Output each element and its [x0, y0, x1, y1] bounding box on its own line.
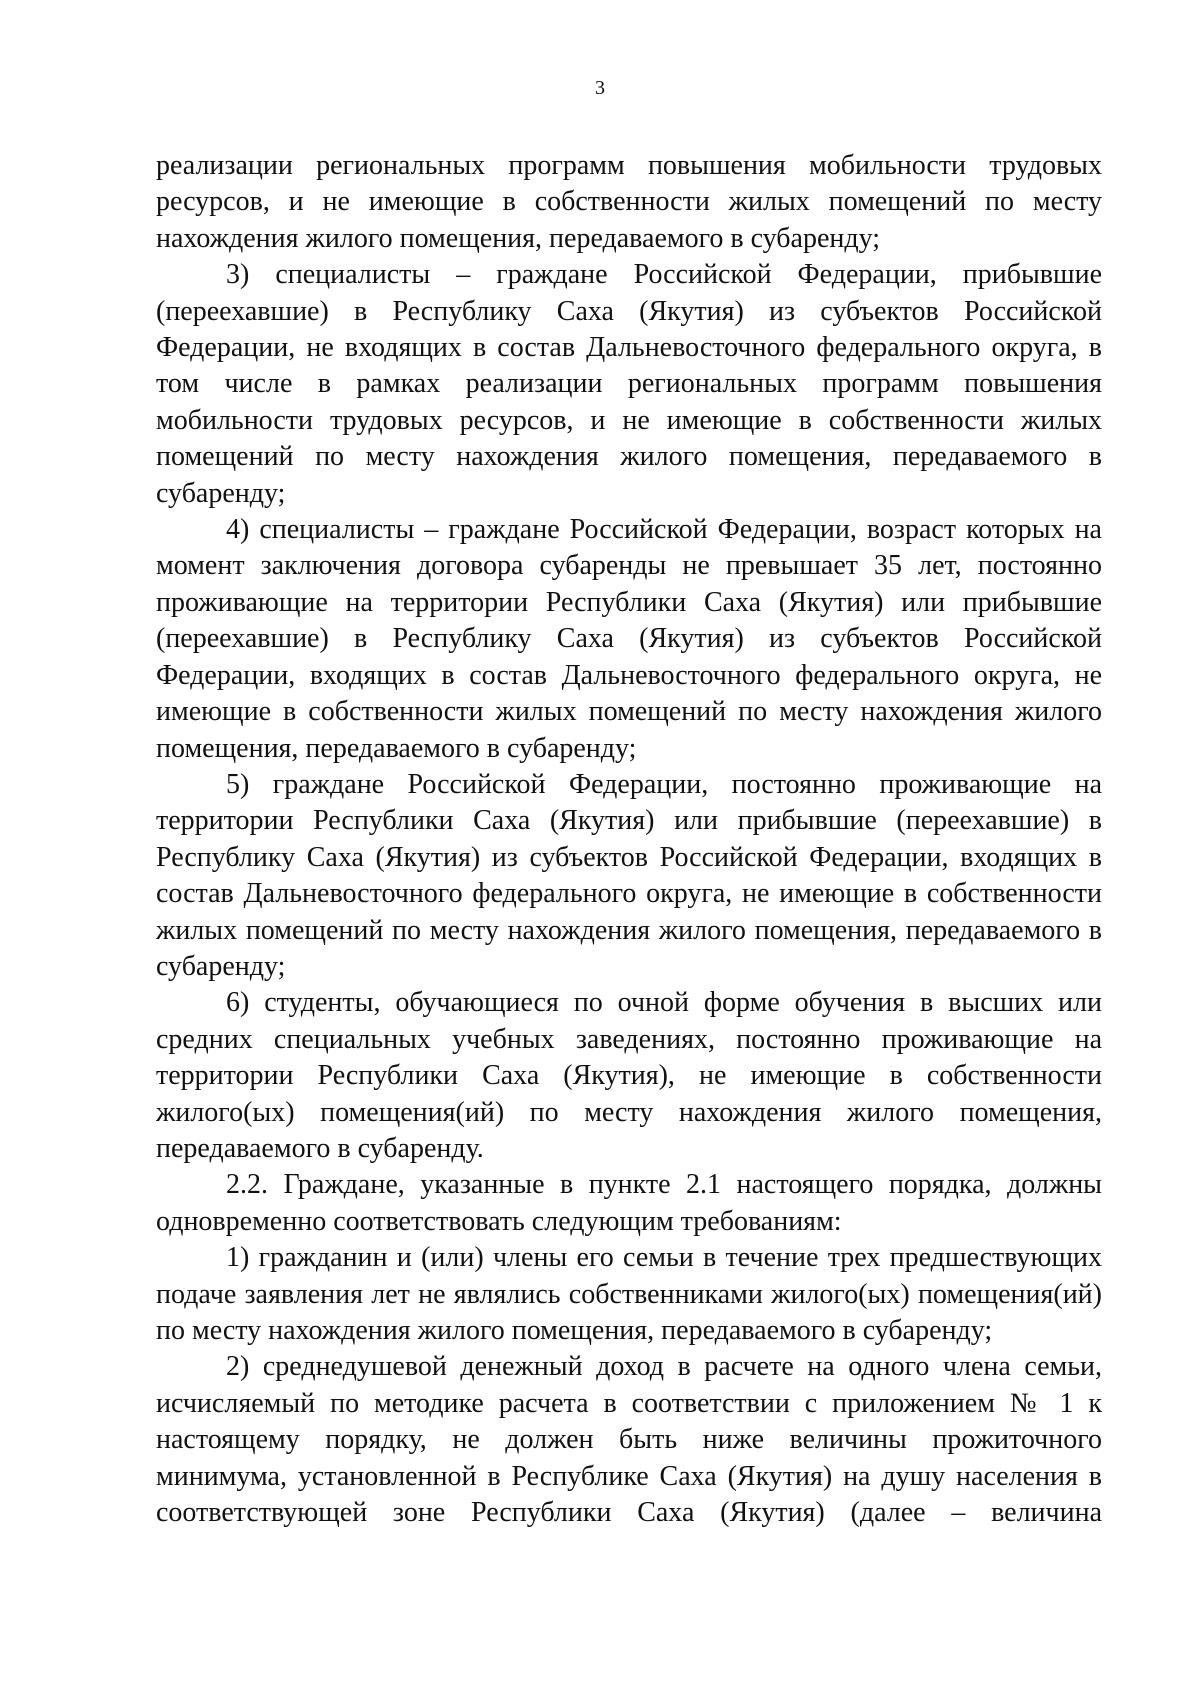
text-line: ресурсов, и не имеющие в собственности жилых помещений по месту: [156, 186, 1102, 218]
text-line: проживающие на территории Республики Саха (Якутия) или прибывшие: [156, 586, 1102, 618]
page-number: 3: [595, 77, 605, 99]
text-line: 4) специалисты – граждане Российской Федерации, возраст которых на: [226, 514, 1102, 546]
text-line: по месту нахождения жилого помещения, передаваемого в субаренду;: [156, 1315, 993, 1346]
text-line: жилых помещений по месту нахождения жилого помещения, передаваемого в: [156, 914, 1102, 946]
text-line: момент заключения договора субаренды не превышает 35 лет, постоянно: [156, 550, 1102, 582]
text-line: имеющие в собственности жилых помещений по месту нахождения жилого: [156, 696, 1102, 728]
text-line: том числе в рамках реализации региональных программ повышения: [156, 368, 1102, 400]
text-line: соответствующей зоне Республики Саха (Якутия) (далее – величина: [156, 1497, 1102, 1529]
text-line: помещения, передаваемого в субаренду;: [156, 732, 637, 764]
text-line: 6) студенты, обучающиеся по очной форме обучения в высших или: [226, 987, 1102, 1019]
text-line: подаче заявления лет не являлись собственниками жилого(ых) помещения(ий): [156, 1278, 1102, 1310]
text-line: (переехавшие) в Республику Саха (Якутия) из субъектов Российской: [156, 295, 1102, 327]
text-line: мобильности трудовых ресурсов, и не имеющие в собственности жилых: [156, 404, 1102, 436]
text-line: Федерации, входящих в состав Дальневосточного федерального округа, не: [156, 659, 1102, 691]
text-line: состав Дальневосточного федерального округа, не имеющие в собственности: [156, 878, 1102, 910]
text-line: исчисляемый по методике расчета в соответствии с приложением № 1 к: [156, 1387, 1102, 1419]
text-line: 3) специалисты – граждане Российской Федерации, прибывшие: [226, 259, 1102, 291]
text-line: одновременно соответствовать следующим требованиям:: [156, 1205, 842, 1237]
text-line: настоящему порядку, не должен быть ниже величины прожиточного: [156, 1424, 1102, 1456]
text-line: передаваемого в субаренду.: [156, 1132, 484, 1164]
document-body: [156, 148, 1102, 1531]
text-line: субаренду;: [156, 477, 286, 509]
text-line: 2.2. Граждане, указанные в пункте 2.1 настоящего порядка, должны: [226, 1169, 1102, 1201]
text-line: минимума, установленной в Республике Саха (Якутия) на душу населения в: [156, 1460, 1102, 1492]
text-line: нахождения жилого помещения, передаваемого в субаренду;: [156, 222, 881, 254]
text-line: территории Республики Саха (Якутия), не имеющие в собственности: [156, 1060, 1102, 1092]
text-line: помещений по месту нахождения жилого помещения, передаваемого в: [156, 441, 1102, 473]
text-line: 5) граждане Российской Федерации, постоянно проживающие на: [226, 768, 1102, 800]
text-line: (переехавшие) в Республику Саха (Якутия) из субъектов Российской: [156, 623, 1102, 655]
text-line: средних специальных учебных заведениях, постоянно проживающие на: [156, 1023, 1102, 1055]
text-line: Республику Саха (Якутия) из субъектов Российской Федерации, входящих в: [156, 841, 1102, 873]
text-line: Федерации, не входящих в состав Дальневосточного федерального округа, в: [156, 332, 1102, 364]
text-line: реализации региональных программ повышения мобильности трудовых: [156, 150, 1102, 181]
text-line: 1) гражданин и (или) члены его семьи в течение трех предшествующих: [226, 1242, 1102, 1274]
text-line: жилого(ых) помещения(ий) по месту нахождения жилого помещения,: [156, 1096, 1102, 1128]
text-line: территории Республики Саха (Якутия) или прибывшие (переехавшие) в: [156, 805, 1102, 837]
text-line: субаренду;: [156, 950, 286, 982]
text-line: 2) среднедушевой денежный доход в расчете на одного члена семьи,: [226, 1351, 1102, 1383]
